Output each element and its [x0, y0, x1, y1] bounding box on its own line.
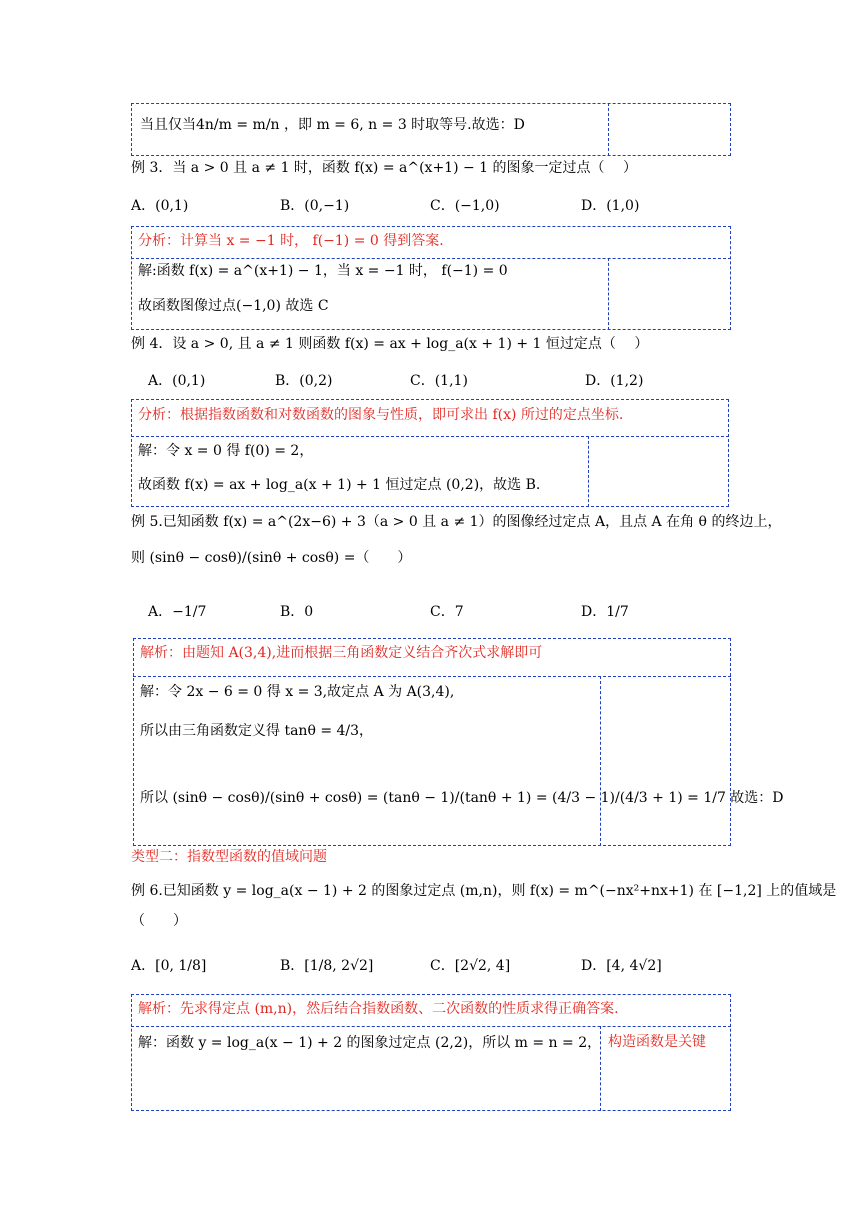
box-divider: [600, 676, 601, 846]
ex3-solution-2: 故函数图像过点(−1,0) 故选 C: [138, 298, 329, 314]
ex5-solution-2: 所以由三角函数定义得 tanθ = 4/3，: [140, 723, 374, 739]
ex3-option-d: D．(1,0): [581, 198, 640, 214]
ex5-option-d: D．1/7: [581, 604, 629, 620]
ex4-option-b: B．(0,2): [275, 373, 333, 389]
ex3-option-b: B．(0,−1): [280, 198, 350, 214]
box1-line: 当且仅当4n/m = m/n ，即 m = 6, n = 3 时取等号.故选：D: [140, 117, 525, 133]
ex6-option-d: D．[4, 4√2]: [581, 958, 662, 974]
ex6-solution-1: 解：函数 y = log_a(x − 1) + 2 的图象过定点 (2,2)，所以 m = n = 2，: [138, 1035, 602, 1051]
ex6-option-c: C．[2√2, 4]: [430, 958, 511, 974]
box-divider: [131, 436, 729, 437]
section-heading-type2: 类型二：指数型函数的值域问题: [131, 849, 327, 865]
ex5-solution-1: 解：令 2x − 6 = 0 得 x = 3,故定点 A 为 A(3,4),: [140, 684, 455, 700]
ex5-option-a: A．−1/7: [148, 604, 207, 620]
example-3-stem: 例 3．当 a > 0 且 a ≠ 1 时，函数 f(x) = a^(x+1) − 1 的图象一定过点（ ）: [131, 160, 637, 176]
ex6-analysis: 解析：先求得定点 (m,n)，然后结合指数函数、二次函数的性质求得正确答案.: [138, 1001, 619, 1017]
ex4-option-a: A．(0,1): [148, 373, 206, 389]
ex3-solution-1: 解:函数 f(x) = a^(x+1) − 1，当 x = −1 时， f(−1) = 0: [138, 263, 508, 279]
box-divider: [131, 258, 731, 259]
ex3-analysis: 分析：计算当 x = −1 时， f(−1) = 0 得到答案.: [138, 233, 444, 249]
example-5-stem-2: 则 (sinθ − cosθ)/(sinθ + cosθ) =（ ）: [131, 550, 412, 566]
analysis-box-ex5: [133, 638, 731, 846]
box-divider: [608, 258, 609, 330]
ex5-analysis: 解析：由题知 A(3,4),进而根据三角函数定义结合齐次式求解即可: [140, 645, 543, 661]
example-5-stem-1: 例 5.已知函数 f(x) = a^(2x−6) + 3（a > 0 且 a ≠ 1）的图像经过定点 A，且点 A 在角 θ 的终边上，: [131, 514, 782, 530]
ex4-analysis: 分析：根据指数函数和对数函数的图象与性质，即可求出 f(x) 所过的定点坐标.: [138, 407, 624, 423]
box-divider: [133, 676, 731, 677]
ex4-option-d: D．(1,2): [585, 373, 644, 389]
box-divider: [608, 103, 609, 156]
ex5-option-b: B．0: [280, 604, 314, 620]
ex5-solution-3: 所以 (sinθ − cosθ)/(sinθ + cosθ) = (tanθ − 1)/(tanθ + 1) = (4/3 − 1)/(4/3 + 1) = 1/7 故选：D: [140, 790, 784, 806]
ex4-solution-2: 故函数 f(x) = ax + log_a(x + 1) + 1 恒过定点 (0,2)，故选 B.: [138, 477, 541, 493]
example-4-stem: 例 4．设 a > 0, 且 a ≠ 1 则函数 f(x) = ax + log_a(x + 1) + 1 恒过定点（ ）: [131, 336, 649, 352]
example-6-stem-1: 例 6.已知函数 y = log_a(x − 1) + 2 的图象过定点 (m,n)，则 f(x) = m^(−nx²+nx+1) 在 [−1,2] 上的值域是: [131, 883, 837, 899]
ex6-side-note: 构造函数是关键: [608, 1034, 706, 1050]
box-divider: [588, 436, 589, 507]
ex5-option-c: C．7: [430, 604, 464, 620]
ex6-option-a: A．[0, 1/8]: [131, 958, 207, 974]
box-divider: [131, 1026, 731, 1027]
ex3-option-a: A．(0,1): [131, 198, 189, 214]
ex4-option-c: C．(1,1): [410, 373, 468, 389]
ex3-option-c: C．(−1,0): [430, 198, 500, 214]
ex6-option-b: B．[1/8, 2√2]: [280, 958, 374, 974]
ex4-solution-1: 解：令 x = 0 得 f(0) = 2，: [138, 443, 314, 459]
example-6-stem-2: （ ）: [131, 913, 187, 929]
